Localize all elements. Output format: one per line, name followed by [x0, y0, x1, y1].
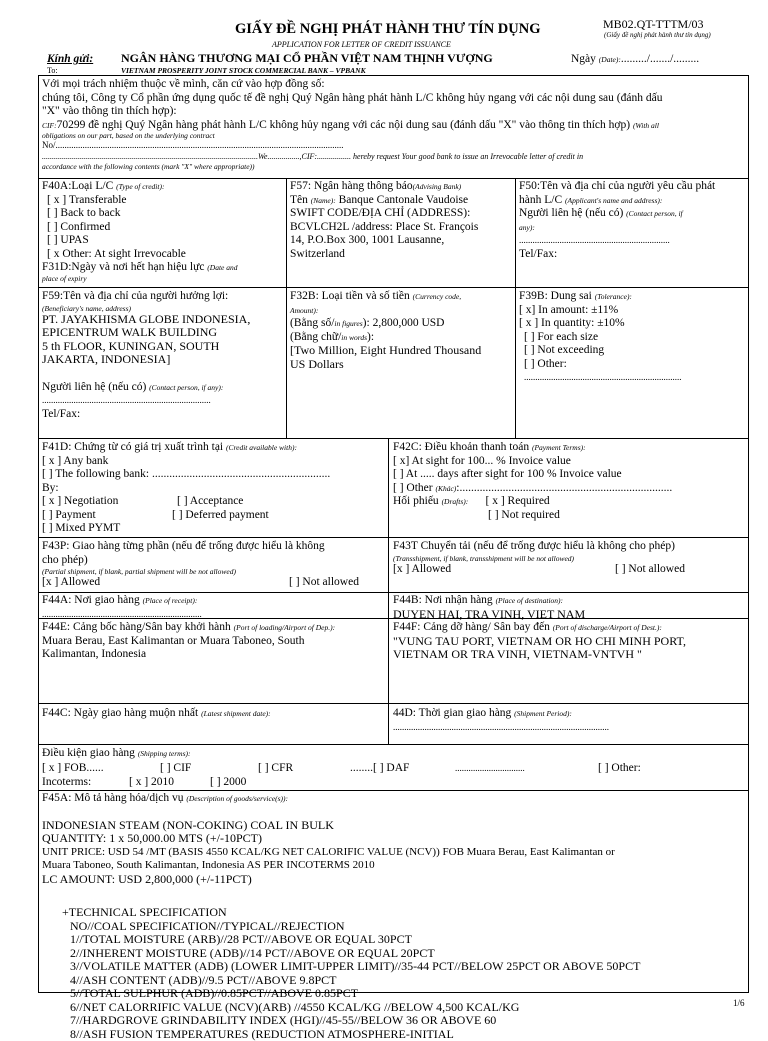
type-other[interactable]: [ x Other: At sight Irrevocable [42, 248, 238, 262]
amount-in-figures[interactable] [290, 317, 481, 331]
row-divider [38, 592, 749, 593]
title-vi: GIẤY ĐỀ NGHỊ PHÁT HÀNH THƯ TÍN DỤNG [235, 21, 540, 38]
spec-line: NO//COAL SPECIFICATION//TYPICAL//REJECTION [42, 920, 640, 934]
f59-label: F59:Tên và địa chỉ của người hưởng lợi: [42, 290, 250, 304]
f59-contact: Người liên hệ (nếu có) [42, 381, 146, 393]
f40a-label: F40A:Loại L/C [42, 180, 113, 192]
payment-at-sight[interactable]: [ x] At sight for 100... % Invoice value [393, 455, 672, 469]
f44e-label: F44E: Cảng bốc hàng/Sân bay khởi hành [42, 621, 231, 633]
title-en: APPLICATION FOR LETTER OF CREDIT ISSUANCE [272, 40, 451, 49]
f40a-cell [42, 180, 238, 283]
row-divider [38, 744, 749, 745]
by-label: By: [42, 482, 330, 496]
f45a-label: F45A: Mô tả hàng hóa/dịch vụ [42, 792, 184, 804]
f44b-label: F44B: Nơi nhận hàng [393, 594, 493, 606]
terms-cell [42, 747, 191, 761]
port-of-loading[interactable]: Kalimantan, Indonesia [42, 648, 335, 662]
f41d-cell [42, 441, 330, 536]
bank-name-en: VIETNAM PROSPERITY JOINT STOCK COMMERCIAL BANK – VPBANK [121, 66, 366, 75]
f59-tel[interactable]: Tel/Fax: [42, 408, 250, 422]
intro-line-en: obligations on our part, based on the underlying contract [42, 132, 662, 140]
f50-cell [519, 180, 715, 261]
payment-other-en: (Khác) [435, 484, 456, 493]
f59-contact-en: (Contact person, if any): [149, 383, 223, 392]
intro-cif-text: 70299 đề nghị Quý Ngân hàng phát hành L/C không hủy ngang với các nội dung sau (đánh dấu "X" vào thông tin thích hợp) [57, 119, 630, 131]
f44d-label-en: (Shipment Period): [514, 709, 572, 718]
tolerance-other[interactable]: [ ] Other: [519, 358, 682, 372]
beneficiary-line[interactable]: PT. JAYAKHISMA GLOBE INDONESIA, [42, 313, 250, 327]
amount-in-words-label [290, 331, 481, 345]
f44b-cell [393, 594, 585, 621]
intro-line: No/................................................................................................................................ [42, 140, 662, 151]
f44c-cell [42, 707, 271, 721]
terms-other[interactable]: [ ] Other: [598, 762, 641, 776]
f43p-cell [42, 540, 359, 590]
intro-line: chúng tôi, Công ty Cổ phần ứng dụng quốc tế đề nghị Quý Ngân hàng phát hành L/C không hủy ngang với các nội dung sau (đánh dấu [42, 92, 662, 106]
f44d-label: 44D: Thời gian giao hàng [393, 707, 511, 719]
terms-cfr[interactable]: [ ] CFR [258, 762, 293, 776]
spec-line: 3//VOLATILE MATTER (ADB) (LOWER LIMIT-UPPER LIMIT)//35-44 PCT//BELOW 25PCT OR ABOVE 50PCT [42, 960, 640, 974]
row-divider [38, 790, 749, 791]
f45a-cell [42, 792, 640, 1041]
transship-allowed[interactable]: [x ] Allowed [393, 563, 615, 577]
spec-line: 8//ASH FUSION TEMPERATURES (REDUCTION ATMOSPHERE-INITIAL [42, 1028, 640, 1041]
date-field[interactable] [571, 53, 699, 65]
f32b-label-en2: Amount): [290, 304, 481, 318]
spec-line: +TECHNICAL SPECIFICATION [42, 906, 640, 920]
terms-label-en: (Shipping terms): [138, 749, 191, 758]
port-of-discharge[interactable]: VIETNAM OR TRA VINH, VIETNAM-VNTVH " [393, 648, 686, 662]
port-of-loading[interactable]: Muara Berau, East Kalimantan or Muara Taboneo, South [42, 635, 335, 649]
f44e-label-en: (Port of loading/Airport of Dep.): [234, 623, 335, 632]
drafts-not-required[interactable]: [ ] Not required [393, 509, 672, 523]
available-following-bank[interactable]: [ ] The following bank: .............................................................. [42, 468, 330, 482]
f44b-label-en: (Place of destination): [496, 596, 563, 605]
bank-name-vi: NGÂN HÀNG THƯƠNG MẠI CỔ PHẦN VIỆT NAM THỊNH VƯỢNG [121, 51, 493, 66]
goods-line[interactable]: UNIT PRICE: USD 54 /MT (BASIS 4550 KCAL/KG NET CALORIFIC VALUE (NCV)) FOB Muara Berau, East Kalimantan or [42, 846, 640, 860]
intro-line: "X" vào thông tin thích hợp): [42, 105, 662, 119]
intro [42, 78, 662, 171]
available-any-bank[interactable]: [ x ] Any bank [42, 455, 330, 469]
beneficiary-contact-input[interactable]: ........................................................................... [42, 394, 250, 408]
beneficiary-line[interactable]: 5 th FLOOR, KUNINGAN, SOUTH [42, 340, 250, 354]
type-confirmed[interactable]: [ ] Confirmed [42, 221, 238, 235]
payment-other-label: [ ] Other [393, 482, 433, 494]
spec-line: 2//INHERENT MOISTURE (ADB)//14 PCT//ABOVE OR EQUAL 20PCT [42, 947, 640, 961]
port-of-discharge[interactable]: "VUNG TAU PORT, VIETNAM OR HO CHI MINH PORT, [393, 635, 686, 649]
tolerance-quantity[interactable]: [ x ] In quantity: ±10% [519, 317, 682, 331]
col-divider [388, 438, 389, 744]
tolerance-other-input[interactable]: ...................................................................... [519, 371, 682, 385]
words-en: in words [341, 333, 367, 342]
f44e-cell [42, 621, 335, 662]
f44f-label: F44F: Cảng dỡ hàng/ Sân bay đến [393, 621, 550, 633]
f44a-cell [42, 594, 202, 621]
tolerance-not-exceeding[interactable]: [ ] Not exceeding [519, 344, 682, 358]
drafts-label: Hối phiếu [393, 495, 439, 507]
f43t-label-en: (Transshipment, if blank, transshipment will be not allowed) [393, 554, 685, 563]
by-deferred[interactable]: [ ] Deferred payment [172, 509, 269, 521]
spec-line: 6//NET CALORRIFIC VALUE (NCV)(ARB) //4550 KCAL/KG //BELOW 4,500 KCAL/KG [42, 1001, 640, 1015]
f44c-label: F44C: Ngày giao hàng muộn nhất [42, 707, 198, 719]
by-negotiation[interactable]: [ x ] Negotiation [42, 495, 177, 509]
intro-line-en: accordance with the following contents (mark "X" where appropriate)) [42, 162, 662, 171]
shipment-period-input[interactable]: ................................................................................................ [393, 721, 609, 735]
type-back-to-back[interactable]: [ ] Back to back [42, 207, 238, 221]
intro-line: Với mọi trách nhiệm thuộc về mình, căn cứ vào hợp đồng số: [42, 78, 662, 92]
fig-en: in figures [334, 319, 362, 328]
words-label: (Bằng chữ/ [290, 331, 341, 343]
f31d-label: F31D:Ngày và nơi hết hạn hiệu lực [42, 261, 204, 273]
date-label-en: (Date): [599, 55, 621, 64]
place-of-receipt-input[interactable]: ....................................................................... [42, 608, 202, 622]
terms-fob[interactable]: [ x ] FOB...... [42, 762, 104, 776]
partial-not-allowed[interactable]: [ ] Not allowed [289, 576, 359, 588]
f32b-label-en: (Currency code, [413, 292, 461, 301]
place-of-destination[interactable]: DUYEN HAI, TRA VINH, VIET NAM [393, 608, 585, 622]
incoterms-label: Incoterms: [42, 776, 91, 790]
words-close: ): [367, 331, 374, 343]
f43p-label-en: (Partial shipment, if blank, partial shipment will be not allowed) [42, 567, 359, 576]
by-acceptance[interactable]: [ ] Acceptance [177, 495, 243, 507]
f44d-cell [393, 707, 609, 734]
f44a-label: F44A: Nơi giao hàng [42, 594, 140, 606]
f59-cell [42, 290, 250, 421]
f57-label: F57: Ngân hàng thông báo [290, 180, 413, 192]
applicant-contact-input[interactable]: ................................................................... [519, 234, 715, 248]
f43p-label2: cho phép) [42, 554, 359, 568]
drafts-label-en: (Drafts): [442, 497, 469, 506]
type-transferable[interactable]: [ x ] Transferable [42, 194, 238, 208]
row-divider [38, 178, 749, 179]
partial-allowed[interactable]: [x ] Allowed [42, 576, 289, 590]
to-label-en: To: [47, 66, 58, 75]
f57-name-label: Tên [290, 194, 308, 206]
tolerance-amount[interactable]: [ x] In amount: ±11% [519, 304, 682, 318]
f57-label-en: (Advising Bank) [413, 182, 462, 191]
f45a-label-en: (Description of goods/service(s)): [186, 794, 288, 803]
terms-cif[interactable]: [ ] CIF [160, 762, 191, 776]
intro-en: (With all [633, 121, 659, 130]
f44c-label-en: (Latest shipment date): [201, 709, 271, 718]
advising-bank-name[interactable]: Banque Cantonale Vaudoise [339, 194, 468, 206]
fig-label: (Bằng số/ [290, 317, 334, 329]
col-divider [286, 178, 287, 438]
f44f-label-en: (Port of discharge/Airport of Dest.): [553, 623, 662, 632]
advising-bank-line[interactable]: BCVLCH2L /address: Place St. François [290, 221, 478, 235]
col-divider [515, 178, 516, 438]
f31d-label-en: (Date and [207, 263, 237, 272]
f57-cell [290, 180, 478, 261]
f57-name-en: (Name): [311, 196, 336, 205]
advising-bank-line[interactable]: SWIFT CODE/ĐỊA CHỈ (ADDRESS): [290, 207, 478, 221]
fig-value: ): 2,800,000 USD [363, 317, 445, 329]
terms-label: Điều kiện giao hàng [42, 747, 135, 759]
page-number: 1/6 [733, 998, 745, 1008]
f44f-cell [393, 621, 686, 662]
advising-bank-line[interactable]: Switzerland [290, 248, 478, 262]
transship-not-allowed[interactable]: [ ] Not allowed [615, 563, 685, 575]
f50-contact-en2: any): [519, 221, 715, 235]
payment-after-sight[interactable]: [ ] At ..... days after sight for 100 % Invoice value [393, 468, 672, 482]
row-divider [38, 537, 749, 538]
drafts-required[interactable]: [ x ] Required [485, 495, 549, 507]
beneficiary-line[interactable]: EPICENTRUM WALK BUILDING [42, 326, 250, 340]
spec-line: 1//TOTAL MOISTURE (ARB)//28 PCT//ABOVE OR EQUAL 30PCT [42, 933, 640, 947]
f50-label2: hành L/C [519, 194, 562, 206]
goods-line[interactable]: QUANTITY: 1 x 50,000.00 MTS (+/-10PCT) [42, 832, 640, 846]
f41d-label-en: (Credit available with): [226, 443, 297, 452]
type-upas[interactable]: [ ] UPAS [42, 234, 238, 248]
spec-line: 7//HARDGROVE GRINDABILITY INDEX (HGI)//45-55//BELOW 36 OR ABOVE 60 [42, 1014, 640, 1028]
intro-line [42, 119, 662, 133]
incoterms-2010[interactable]: [ x ] 2010 [129, 776, 174, 790]
f43p-label: F43P: Giao hàng từng phần (nếu để trống được hiểu là không [42, 540, 359, 554]
f50-contact-en: (Contact person, if [626, 209, 682, 218]
f44a-label-en: (Place of receipt): [143, 596, 198, 605]
f50-label: F50:Tên và địa chỉ của người yêu cầu phát [519, 180, 715, 194]
f43t-cell [393, 540, 685, 576]
terms-daf-dots[interactable]: ............................... [455, 762, 525, 776]
f50-label-en: (Applicant's name and address): [565, 196, 662, 205]
f41d-label: F41D: Chứng từ có giá trị xuất trình tại [42, 441, 223, 453]
f50-tel[interactable]: Tel/Fax: [519, 248, 715, 262]
form-code: MB02.QT-TTTM/03 [603, 17, 704, 32]
amount-in-words[interactable]: [Two Million, Eight Hundred Thousand [290, 344, 481, 358]
f32b-label: F32B: Loại tiền và số tiền [290, 290, 410, 302]
amount-in-words[interactable]: US Dollars [290, 358, 481, 372]
row-divider [38, 287, 749, 288]
by-payment[interactable]: [ ] Payment [42, 509, 172, 523]
spec-line: 5//TOTAL SULPHUR (ADB)//0.85PCT//ABOVE 0.85PCT [42, 987, 640, 1001]
beneficiary-line[interactable]: JAKARTA, INDONESIA] [42, 353, 250, 367]
f39b-label: F39B: Dung sai [519, 290, 592, 302]
f59-label-en: (Beneficiary's name, address) [42, 304, 250, 313]
f40a-label-en: (Type of credit): [116, 182, 164, 191]
f39b-cell [519, 290, 682, 385]
advising-bank-line[interactable]: 14, P.O.Box 300, 1001 Lausanne, [290, 234, 478, 248]
f42c-label: F42C: Điều khoản thanh toán [393, 441, 529, 453]
f42c-cell [393, 441, 672, 522]
cif-label: CIF: [42, 121, 57, 130]
terms-daf[interactable]: ........[ ] DAF [350, 762, 409, 776]
intro-line: ............................................................................................................We................,CIF:................. hereby request Your good bank to issue an Irrevocable letter of credit in [42, 151, 662, 162]
payment-other[interactable] [393, 482, 672, 496]
f31d-label-en2: place of expiry [42, 275, 238, 283]
tolerance-each-size[interactable]: [ ] For each size [519, 331, 682, 345]
payment-other-dots: :.......................................................................... [456, 482, 672, 494]
goods-line[interactable]: Muara Taboneo, South Kalimantan, Indonesia AS PER INCOTERMS 2010 [42, 859, 640, 873]
incoterms-2000[interactable]: [ ] 2000 [210, 776, 246, 790]
to-label-vi: Kính gửi: [47, 53, 93, 65]
row-divider [38, 703, 749, 704]
goods-line[interactable]: INDONESIAN STEAM (NON-COKING) COAL IN BULK [42, 819, 640, 833]
by-mixed[interactable]: [ ] Mixed PYMT [42, 522, 330, 536]
f42c-label-en: (Payment Terms): [532, 443, 586, 452]
f43t-label: F43T Chuyển tải (nếu để trống được hiểu là không cho phép) [393, 540, 685, 554]
form-code-note: (Giấy đề nghị phát hành thư tín dụng) [604, 31, 711, 39]
spec-line: 4//ASH CONTENT (ADB)//9.5 PCT//ABOVE 9.8PCT [42, 974, 640, 988]
row-divider [38, 438, 749, 439]
f39b-label-en: (Tolerance): [595, 292, 632, 301]
goods-line[interactable]: LC AMOUNT: USD 2,800,000 (+/-11PCT) [42, 873, 640, 887]
date-label: Ngày [571, 53, 596, 65]
f50-contact: Người liên hệ (nếu có) [519, 207, 623, 219]
f32b-cell [290, 290, 481, 371]
date-value: ........./......./......... [621, 53, 699, 65]
